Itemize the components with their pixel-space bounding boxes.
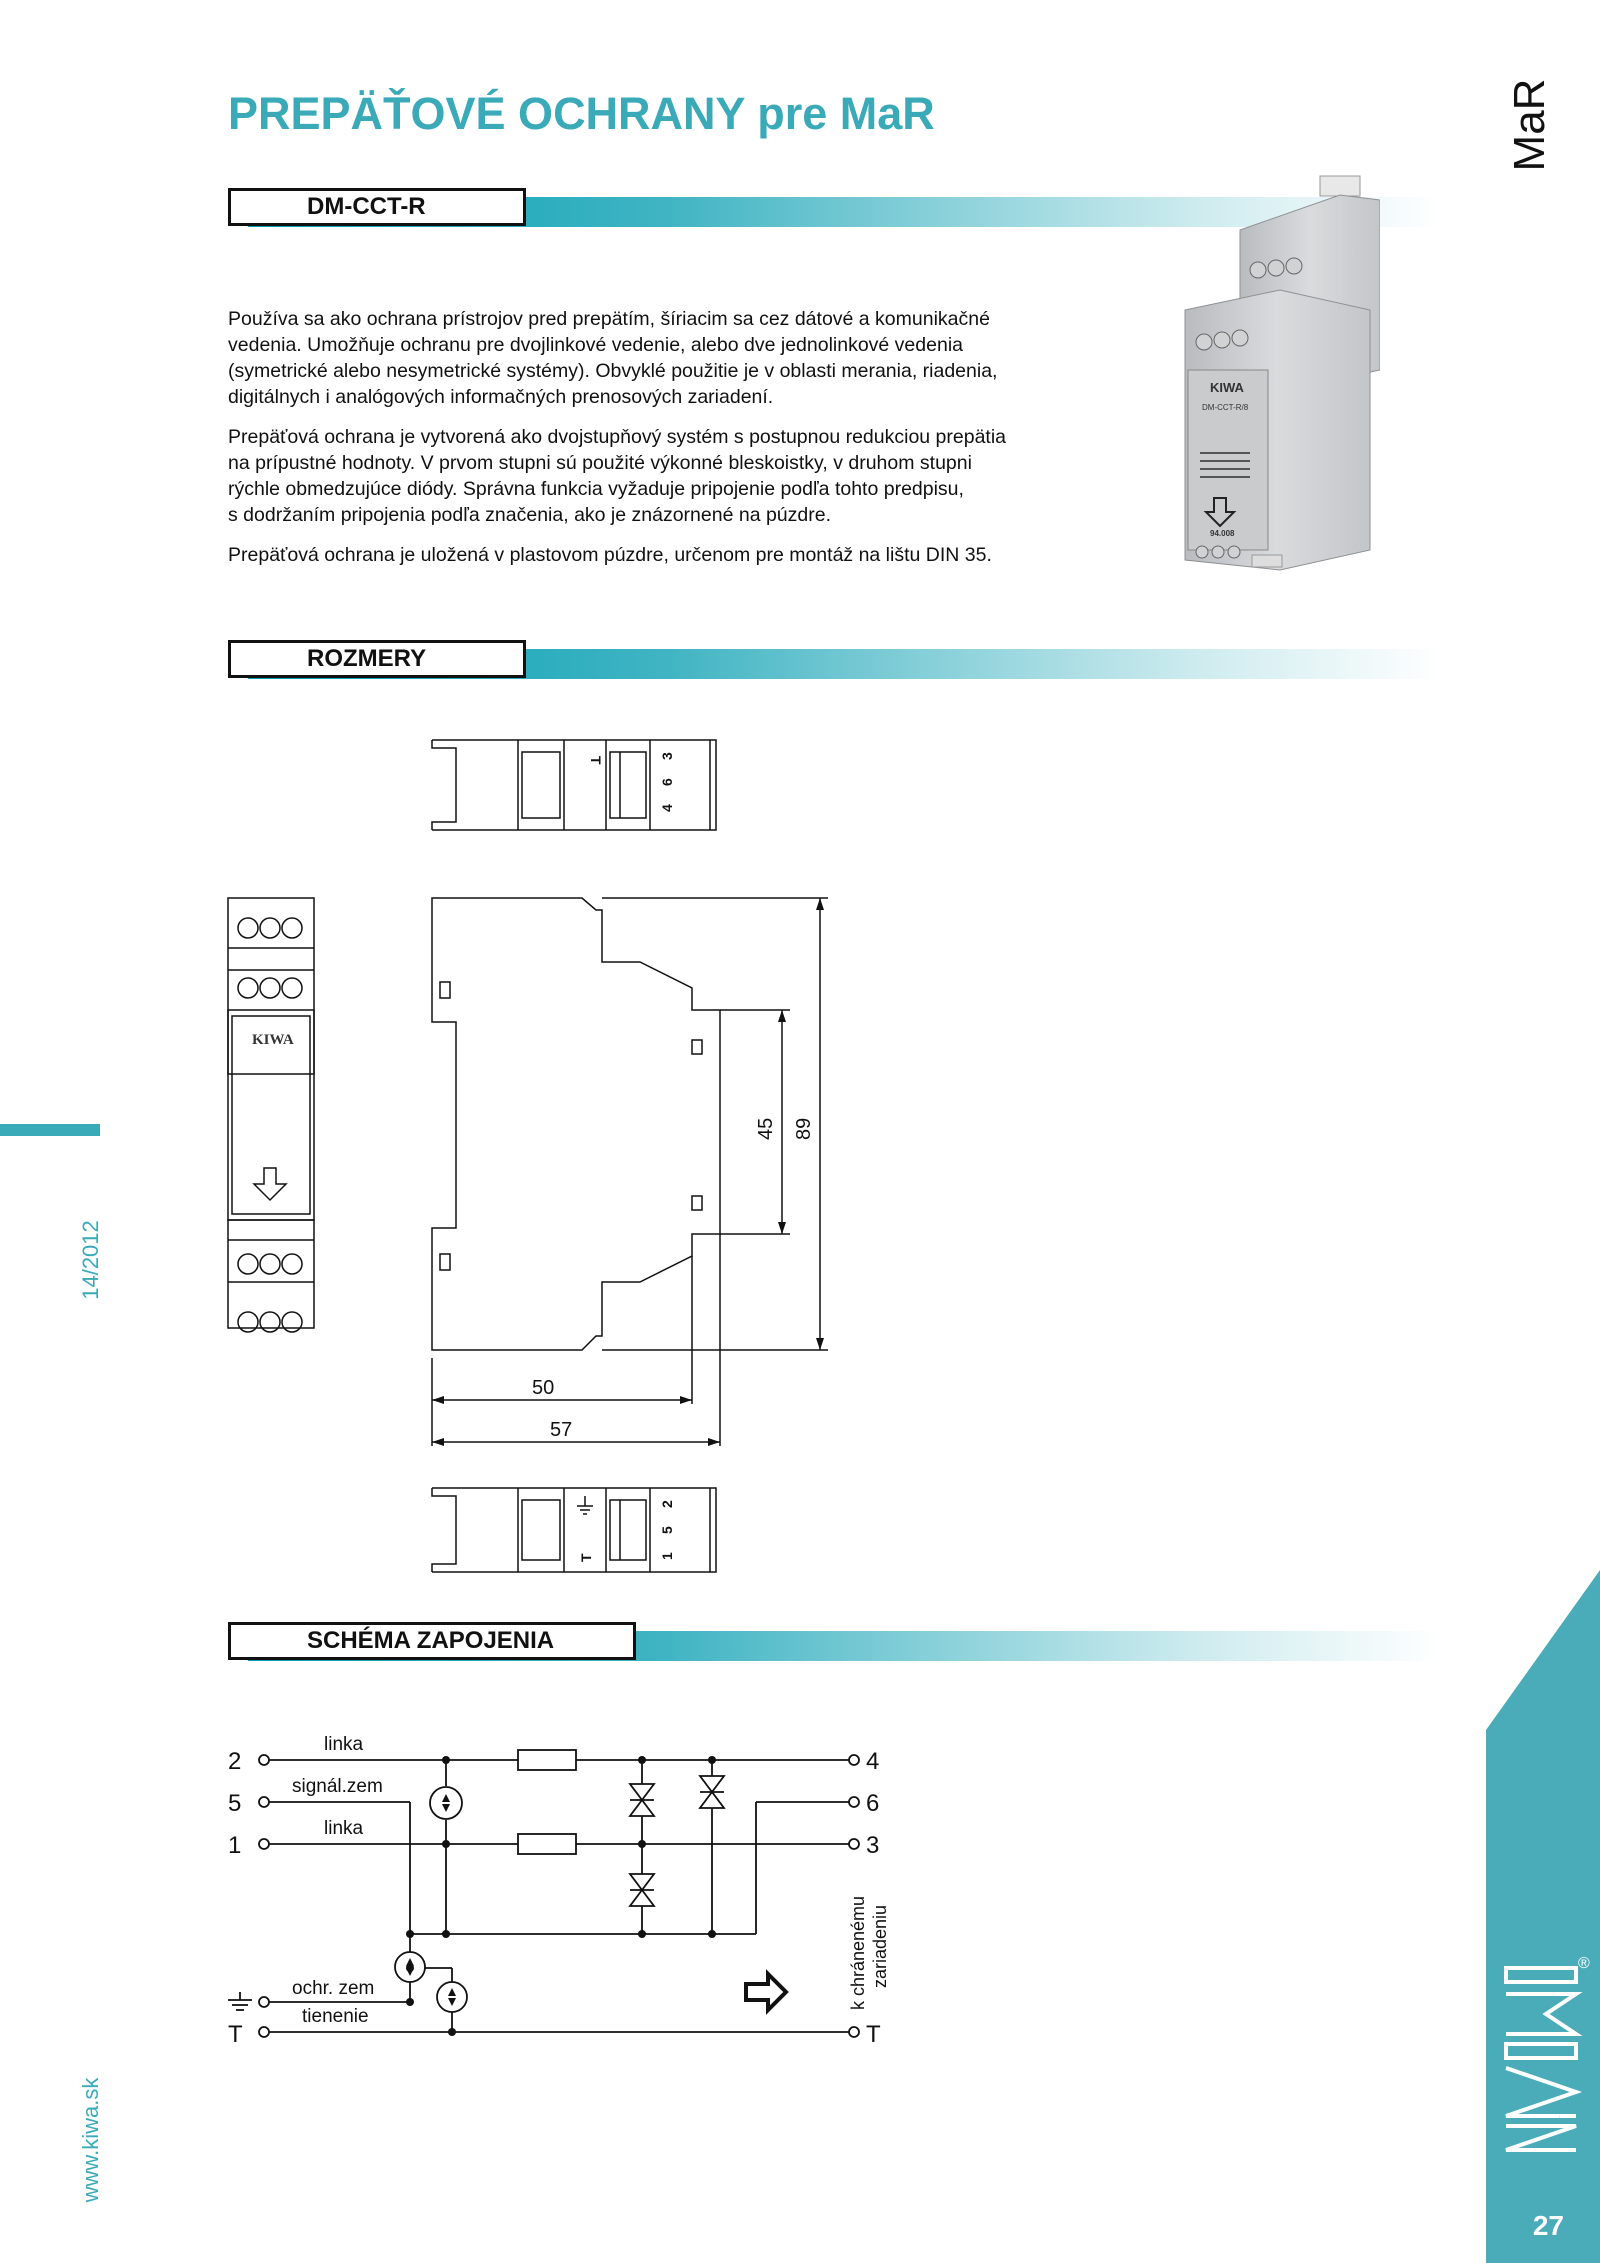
dim-57: 57 [550,1419,573,1441]
brand-name: KIWA [1560,2115,1561,2118]
section-label-box [228,188,526,226]
issue-label [76,1160,106,1360]
top-terminal-label: 6 [659,778,675,786]
front-view [228,898,314,1332]
brand-corner [1486,1570,1600,2263]
front-brand: KIWA [252,1032,294,1048]
description-paragraph-3: Prepäťová ochrana je uložená v plastovom púzdre, určenom pre montáž na lištu DIN 35. [228,544,992,566]
front-arrow-icon [254,1168,286,1200]
website-text: www.kiwa.sk [78,2077,103,2203]
terminal-2: 2 [228,1748,242,1775]
terminal-6: 6 [866,1790,880,1817]
dimension-lines [432,898,828,1446]
bottom-terminal-label: 2 [659,1500,675,1508]
side-tab [1500,60,1560,190]
bottom-terminal-label: 1 [659,1552,675,1560]
left-accent-bar [0,1124,100,1136]
registered-icon: ® [1578,1955,1590,1972]
wiring-schema [220,1720,920,2050]
terminal-t-right: T [866,2021,881,2048]
section-label-product: DM-CCT-R [307,193,426,220]
top-terminal-label: 3 [659,752,675,760]
label-protected-line1: k chránenému [848,1895,868,2010]
ground-icon [228,1992,252,2010]
section-label-box [228,1622,636,1660]
dim-50: 50 [532,1377,555,1399]
terminal-3: 3 [866,1832,880,1859]
label-protected-line2: zariadeniu [870,1904,890,1988]
page-title: PREPÄŤOVÉ OCHRANY pre MaR [228,88,935,139]
terminal-1: 1 [228,1832,242,1859]
bottom-terminal-t: T [578,1553,594,1562]
label-signal-zem: signál.zem [292,1776,383,1797]
description-paragraph-2: Prepäťová ochrana je vytvorená ako dvojstupňový systém s postupnou redukciou prepätia na prípustné hodnoty. V prvom stupni sú použité výkonné bleskoistky, v druhom stupni rýchle obmedzujúce diódy. Správna funkcia vyžaduje pripojenie podľa tohto predpisu, s dodržaním pripojenia podľa značenia, ako je znázornené na púzdre. [228,426,1007,526]
output-arrow-icon [746,1974,786,2010]
section-bar-schema [228,1622,1442,1664]
ground-icon [577,1496,593,1514]
terminal-4: 4 [866,1748,880,1775]
dimension-drawing [220,720,860,1580]
photo-model: DM-CCT-R/8 [1202,403,1249,412]
top-terminal-t: T [588,756,604,765]
terminal-5: 5 [228,1790,242,1817]
label-linka-top: linka [324,1734,364,1755]
section-label-schema: SCHÉMA ZAPOJENIA [307,1627,555,1654]
dim-89: 89 [793,1117,815,1140]
label-ochr-zem: ochr. zem [292,1978,375,1999]
side-tab-label: MaR [1505,78,1554,172]
section-label-dimensions: ROZMERY [307,645,427,672]
bottom-terminal-label: 5 [659,1526,675,1534]
website-label [76,2030,106,2250]
page-number: 27 [1532,2210,1564,2241]
dim-45: 45 [755,1117,777,1140]
description-text [228,306,1088,582]
issue-text: 14/2012 [78,1220,103,1300]
section-label-box [228,640,526,678]
label-tienenie: tienenie [302,2006,369,2027]
side-view [432,898,720,1350]
photo-brand: KIWA [1210,380,1244,395]
terminal-t-left: T [228,2021,243,2048]
description-paragraph-1: Používa sa ako ochrana prístrojov pred prepätím, šíriacim sa cez dátové a komunikačné vedenia. Umožňuje ochranu pre dvojlinkové vedenie, alebo dve jednolinkové vedenia (symetrické alebo nesymetrické systémy). Obvyklé použitie je v oblasti merania, riadenia, digitálnych i analógových informačných prenosových zariadení. [228,308,998,408]
label-linka-bottom: linka [324,1818,364,1839]
product-photo [1140,170,1380,600]
photo-code: 94.008 [1210,529,1235,538]
top-terminal-label: 4 [659,804,675,812]
section-bar-dimensions [228,640,1442,682]
